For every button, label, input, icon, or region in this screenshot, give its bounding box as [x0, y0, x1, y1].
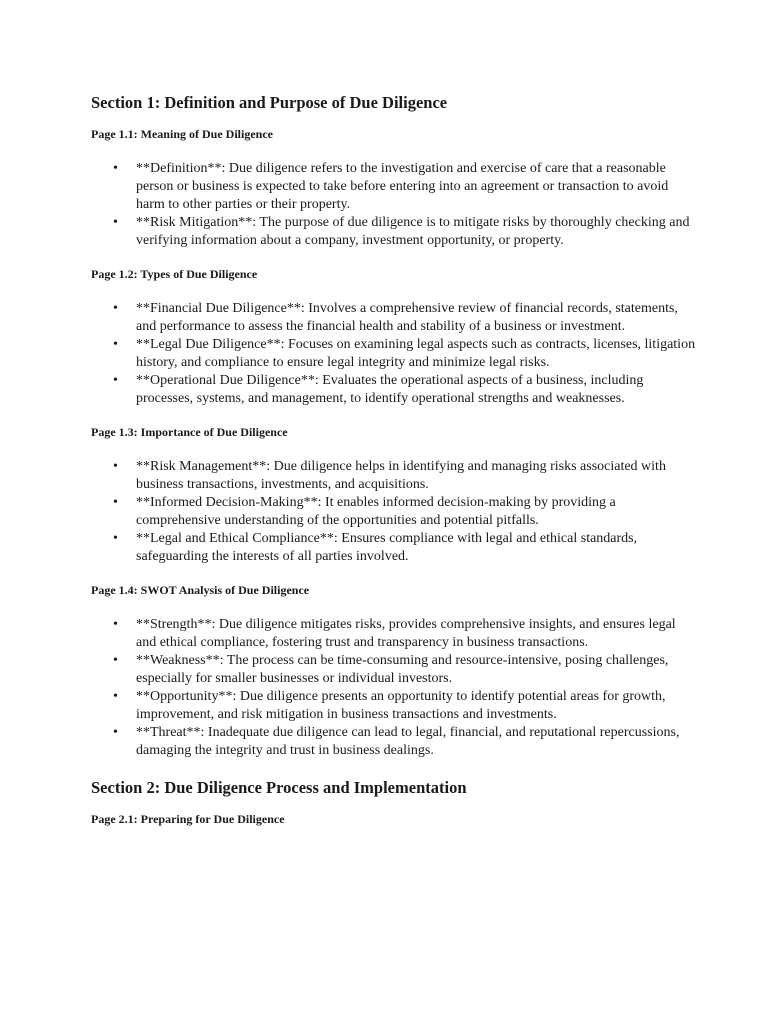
bullet-text: **Opportunity**: Due diligence presents an opportunity to identify potential areas for growth, improvement, and risk mitigation in business transactions and investments. [136, 689, 666, 722]
bullet-icon: • [113, 653, 118, 668]
bullet-item [91, 530, 696, 566]
bullet-icon: • [113, 337, 118, 352]
page-heading: Page 1.4: SWOT Analysis of Due Diligence [91, 583, 310, 597]
bullet-list [91, 458, 691, 566]
bullet-text: **Financial Due Diligence**: Involves a comprehensive review of financial records, statements, and performance to assess the financial health and stability of a business or investment. [136, 301, 678, 334]
bullet-text: **Definition**: Due diligence refers to the investigation and exercise of care that a reasonable person or business is expected to take before entering into an agreement or transaction to avoid harm to other parties or their property. [136, 161, 669, 212]
bullet-item [91, 724, 696, 760]
bullet-item [91, 160, 696, 214]
bullet-text: **Informed Decision-Making**: It enables informed decision-making by providing a comprehensive understanding of the opportunities and potential pitfalls. [136, 495, 616, 528]
bullet-icon: • [113, 617, 118, 632]
bullet-item [91, 616, 696, 652]
bullet-icon: • [113, 689, 118, 704]
bullet-icon: • [113, 495, 118, 510]
bullet-text: **Threat**: Inadequate due diligence can lead to legal, financial, and reputational repercussions, damaging the integrity and trust in business dealings. [136, 725, 680, 758]
bullet-item [91, 458, 696, 494]
bullet-text: **Strength**: Due diligence mitigates risks, provides comprehensive insights, and ensures legal and ethical compliance, fostering trust and transparency in business transactions. [136, 617, 676, 650]
bullet-item [91, 214, 696, 250]
bullet-icon: • [113, 459, 118, 474]
bullet-text: **Legal Due Diligence**: Focuses on examining legal aspects such as contracts, licenses, litigation history, and compliance to ensure legal integrity and minimize legal risks. [136, 337, 696, 370]
bullet-item [91, 688, 696, 724]
bullet-list [91, 616, 691, 760]
bullet-item [91, 652, 696, 688]
bullet-icon: • [113, 373, 118, 388]
bullet-icon: • [113, 161, 118, 176]
bullet-text: **Weakness**: The process can be time-consuming and resource-intensive, posing challenges, especially for smaller businesses or individual investors. [136, 653, 669, 686]
bullet-text: **Legal and Ethical Compliance**: Ensures compliance with legal and ethical standards, safeguarding the interests of all parties involved. [136, 531, 638, 564]
bullet-list [91, 160, 691, 250]
page-heading: Page 1.2: Types of Due Diligence [91, 267, 258, 281]
section-heading: Section 1: Definition and Purpose of Due Diligence [91, 93, 448, 112]
page-heading: Page 1.3: Importance of Due Diligence [91, 425, 288, 439]
document-page [91, 93, 696, 845]
bullet-icon: • [113, 531, 118, 546]
bullet-text: **Risk Management**: Due diligence helps in identifying and managing risks associated with business transactions, investments, and acquisitions. [136, 459, 666, 492]
bullet-text: **Risk Mitigation**: The purpose of due diligence is to mitigate risks by thoroughly checking and verifying information about a company, investment opportunity, or property. [136, 215, 690, 248]
page-heading: Page 1.1: Meaning of Due Diligence [91, 127, 273, 141]
bullet-icon: • [113, 301, 118, 316]
bullet-item [91, 300, 696, 336]
bullet-icon: • [113, 725, 118, 740]
page-heading: Page 2.1: Preparing for Due Diligence [91, 812, 285, 826]
bullet-icon: • [113, 215, 118, 230]
bullet-item [91, 336, 696, 372]
bullet-item [91, 494, 696, 530]
bullet-text: **Operational Due Diligence**: Evaluates the operational aspects of a business, including processes, systems, and management, to identify operational strengths and weaknesses. [136, 373, 644, 406]
bullet-item [91, 372, 696, 408]
section-heading: Section 2: Due Diligence Process and Implementation [91, 778, 467, 797]
bullet-list [91, 300, 696, 408]
